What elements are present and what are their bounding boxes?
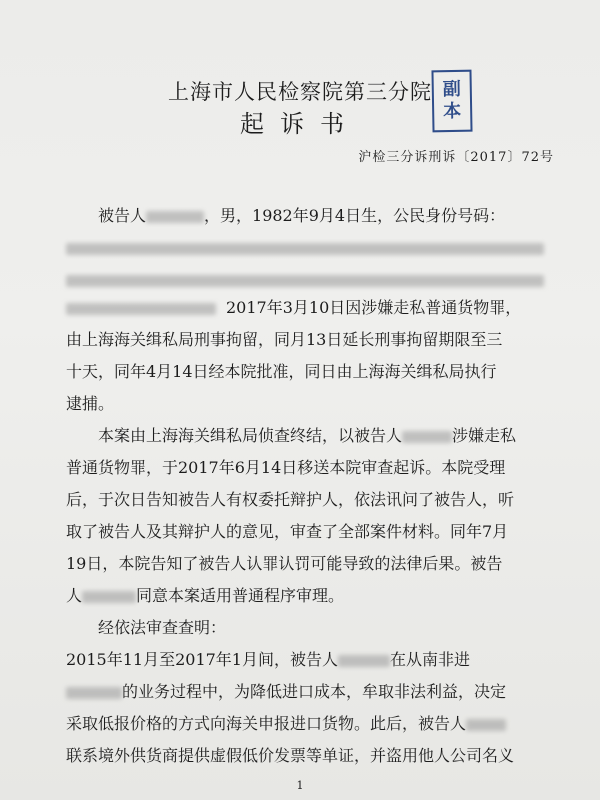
stamp-char-2: 本: [443, 100, 462, 123]
redaction: [66, 243, 544, 255]
text-line: 采取低报价格的方式向海关申报进口货物。此后，被告人: [66, 712, 544, 736]
text-line: 本案由上海海关缉私局侦查终结，以被告人 涉嫌走私: [98, 426, 517, 445]
text-line: 被告人 ，男，1982年9月4日生，公民身份号码：: [98, 206, 506, 225]
text-line: 普通货物罪，于2017年6月14日移送本院审查起诉。本院受理: [66, 458, 506, 477]
redaction: [338, 655, 390, 667]
stamp-char-1: 副: [442, 78, 461, 101]
text-line: 经依法审查查明：: [98, 618, 227, 637]
redaction: [146, 211, 204, 223]
text-line: 十天，同年4月14日经本院批准，同日由上海海关缉私局执行: [66, 362, 497, 381]
text-line: 取了被告人及其辩护人的意见，审查了全部案件材料。同年7月: [66, 522, 509, 541]
document-number: 沪检三分诉刑诉〔2017〕72号: [358, 150, 554, 165]
duplicate-stamp: [431, 70, 472, 133]
text-line: 2015年11月至2017年1月间，被告人 在从南非进: [66, 650, 470, 669]
text-line: 2017年3月10日因涉嫌走私普通货物罪，: [66, 296, 544, 320]
text-line: 后，于次日告知被告人有权委托辩护人，依法讯问了被告人，听: [66, 490, 515, 509]
redaction: [466, 719, 506, 731]
redaction: [402, 431, 452, 443]
redaction: [82, 591, 136, 603]
redacted-line: [66, 268, 544, 292]
text-line: 的业务过程中，为降低进口成本，牟取非法利益，决定: [66, 680, 544, 704]
redaction: [66, 275, 544, 287]
page-number: 1: [296, 779, 304, 792]
text-line: 19日，本院告知了被告人认罪认罚可能导致的法律后果。被告: [66, 554, 503, 573]
redaction: [66, 687, 122, 699]
text-line: 联系境外供货商提供虚假低价发票等单证，并盗用他人公司名义: [66, 746, 515, 765]
text-line: 逮捕。: [66, 394, 115, 413]
organization-title: 上海市人民检察院第三分院: [168, 80, 432, 104]
redaction: [66, 303, 216, 315]
document-title: 起诉书: [240, 110, 360, 138]
redacted-line: [66, 236, 544, 260]
text-line: 人 同意本案适用普通程序审理。: [66, 586, 345, 605]
text-line: 由上海海关缉私局刑事拘留，同月13日延长刑事拘留期限至三: [66, 330, 503, 349]
